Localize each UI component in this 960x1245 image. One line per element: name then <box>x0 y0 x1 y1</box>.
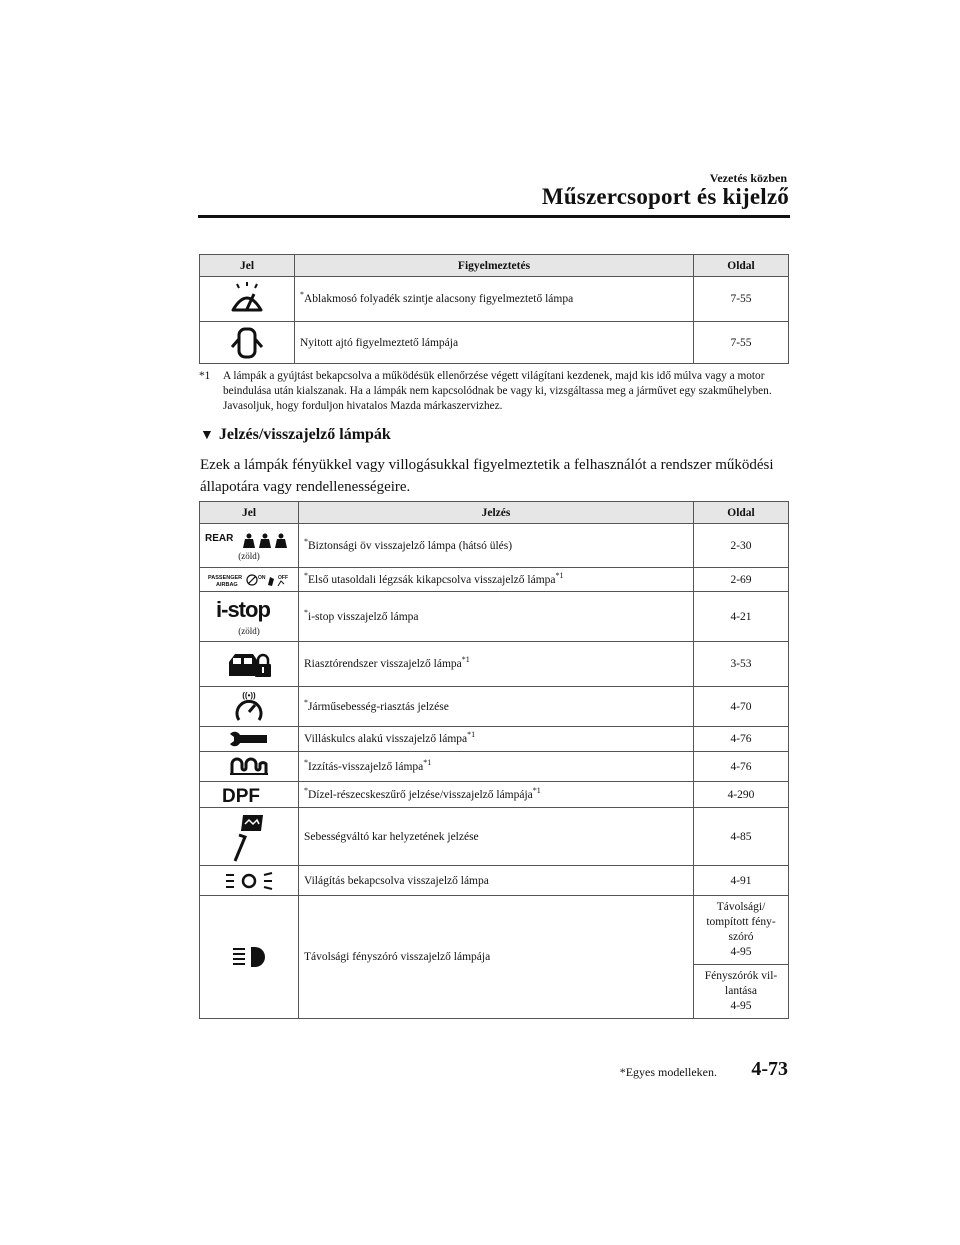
table-row <box>200 727 789 752</box>
row-text: Villáskulcs alakú visszajelző lámpa <box>304 733 468 745</box>
warning-table <box>199 254 789 364</box>
section-heading <box>200 426 391 444</box>
page-label-high-low: Távolsági/ tompított fény-szóró <box>706 901 776 943</box>
door-ajar-warning-icon <box>229 326 265 360</box>
table-row <box>200 322 789 364</box>
row-text: Sebességváltó kar helyzetének jelzése <box>304 830 479 843</box>
wrench-icon <box>229 731 269 747</box>
table-row <box>200 808 789 866</box>
svg-text:OFF: OFF <box>278 574 288 581</box>
color-note: (zöld) <box>238 626 260 636</box>
row-page: 4-95 <box>730 946 752 958</box>
footnote-ref: *1 <box>532 785 541 795</box>
header-divider <box>198 215 790 218</box>
optional-marker: * <box>304 697 308 707</box>
footnote-marker: *1 <box>199 370 211 382</box>
table-row <box>200 896 789 965</box>
row-page: 7-55 <box>694 277 789 322</box>
col-header-warning: Figyelmeztetés <box>295 255 694 277</box>
speed-alarm-icon <box>231 690 267 724</box>
row-page: 4-70 <box>694 687 789 727</box>
row-page: 4-91 <box>694 866 789 896</box>
footer-note: *Egyes modelleken. <box>619 1065 717 1079</box>
shift-lever-position-icon <box>229 811 269 863</box>
row-page: 2-30 <box>694 524 789 568</box>
svg-text:DPF: DPF <box>222 785 260 805</box>
optional-marker: * <box>300 290 304 300</box>
col-header-symbol: Jel <box>200 502 299 524</box>
row-text: i-stop visszajelző lámpa <box>308 610 419 623</box>
col-header-indication: Jelzés <box>299 502 694 524</box>
row-text: Világítás bekapcsolva visszajelző lámpa <box>304 874 489 887</box>
row-text: Távolsági fényszóró visszajelző lámpája <box>299 896 694 1019</box>
table-row <box>200 524 789 568</box>
optional-marker: * <box>304 785 308 795</box>
row-page: 4-85 <box>694 808 789 866</box>
optional-marker: * <box>304 570 308 580</box>
optional-marker: * <box>304 536 308 546</box>
row-text: Riasztórendszer visszajelző lámpa <box>304 658 462 670</box>
page-title: Műszercsoport és kijelző <box>541 184 789 209</box>
triangle-marker-icon: ▼ <box>200 428 214 443</box>
col-header-page: Oldal <box>694 502 789 524</box>
table-row <box>200 642 789 687</box>
optional-marker: * <box>304 757 308 767</box>
passenger-airbag-off-icon <box>208 572 290 588</box>
row-page: 4-95 <box>730 1000 752 1012</box>
svg-text:PASSENGER: PASSENGER <box>208 574 243 581</box>
svg-text:((•)): ((•)) <box>242 690 256 700</box>
glow-plug-icon <box>229 757 269 777</box>
section-header: Vezetés közben <box>709 171 787 185</box>
svg-text:AIRBAG: AIRBAG <box>216 581 238 588</box>
row-page: 3-53 <box>694 642 789 687</box>
footnote-ref: *1 <box>555 570 564 580</box>
row-page: 4-21 <box>694 592 789 642</box>
color-note: (zöld) <box>238 551 260 561</box>
table-row <box>200 866 789 896</box>
row-text: Ablakmosó folyadék szintje alacsony figyelmeztető lámpa <box>304 293 574 305</box>
lights-on-icon <box>224 871 274 891</box>
rear-seatbelt-indicator-icon <box>205 530 293 550</box>
footnote <box>199 369 789 414</box>
footnote-text: A lámpák a gyújtást bekapcsolva a működésük ellenőrzése végett világítani kezdenek, majd kis idő múlva vagy a motor beindulása után kialszanak. Ha a lámpák nem kapcsolódnak be vagy ki, vizsgáltassa meg a járművet egy szakműhelyben. Javasoljuk, hogy forduljon hivatalos Mazda márkaszervizhez. <box>223 370 772 412</box>
washer-fluid-warning-icon <box>227 282 267 316</box>
row-text: Dízel-részecskeszűrő jelzése/visszajelző lámpája <box>308 788 533 801</box>
row-page: 7-55 <box>694 322 789 364</box>
row-page: 2-69 <box>694 568 789 592</box>
row-text: Biztonsági öv visszajelző lámpa (hátsó ülés) <box>308 539 513 552</box>
table-row <box>200 592 789 642</box>
row-page: 4-76 <box>694 727 789 752</box>
optional-marker: * <box>304 607 308 617</box>
security-alarm-icon <box>227 650 271 678</box>
i-stop-icon <box>214 597 284 625</box>
section-intro: Ezek a lámpák fényükkel vagy villogásukkal figyelmeztetik a felhasználót a rendszer működési állapotára vagy rendellenességeire. <box>200 457 774 495</box>
footnote-ref: *1 <box>423 757 432 767</box>
col-header-page: Oldal <box>694 255 789 277</box>
svg-text:i-stop: i-stop <box>216 597 270 622</box>
row-page: 4-76 <box>694 752 789 782</box>
section-title: Jelzés/visszajelző lámpák <box>218 426 391 443</box>
row-page: 4-290 <box>694 782 789 808</box>
row-text: Nyitott ajtó figyelmeztető lámpája <box>300 336 459 349</box>
dpf-icon <box>220 785 278 805</box>
footnote-ref: *1 <box>467 730 476 740</box>
table-row <box>200 277 789 322</box>
row-text: Izzítás-visszajelző lámpa <box>308 760 424 773</box>
svg-text:REAR: REAR <box>205 533 234 544</box>
table-row <box>200 752 789 782</box>
table-row <box>200 782 789 808</box>
row-text: Első utasoldali légzsák kikapcsolva visszajelző lámpa <box>308 573 556 586</box>
table-row <box>200 568 789 592</box>
indicator-table <box>199 501 789 1019</box>
page-number: 4-73 <box>751 1058 788 1080</box>
footnote-ref: *1 <box>461 655 470 665</box>
table-row <box>200 687 789 727</box>
high-beam-icon <box>229 946 269 968</box>
svg-text:ON: ON <box>258 574 266 581</box>
row-text: Járműsebesség-riasztás jelzése <box>308 700 449 713</box>
page-label-flash: Fényszórók vil-lantása <box>704 970 778 997</box>
col-header-symbol: Jel <box>200 255 295 277</box>
